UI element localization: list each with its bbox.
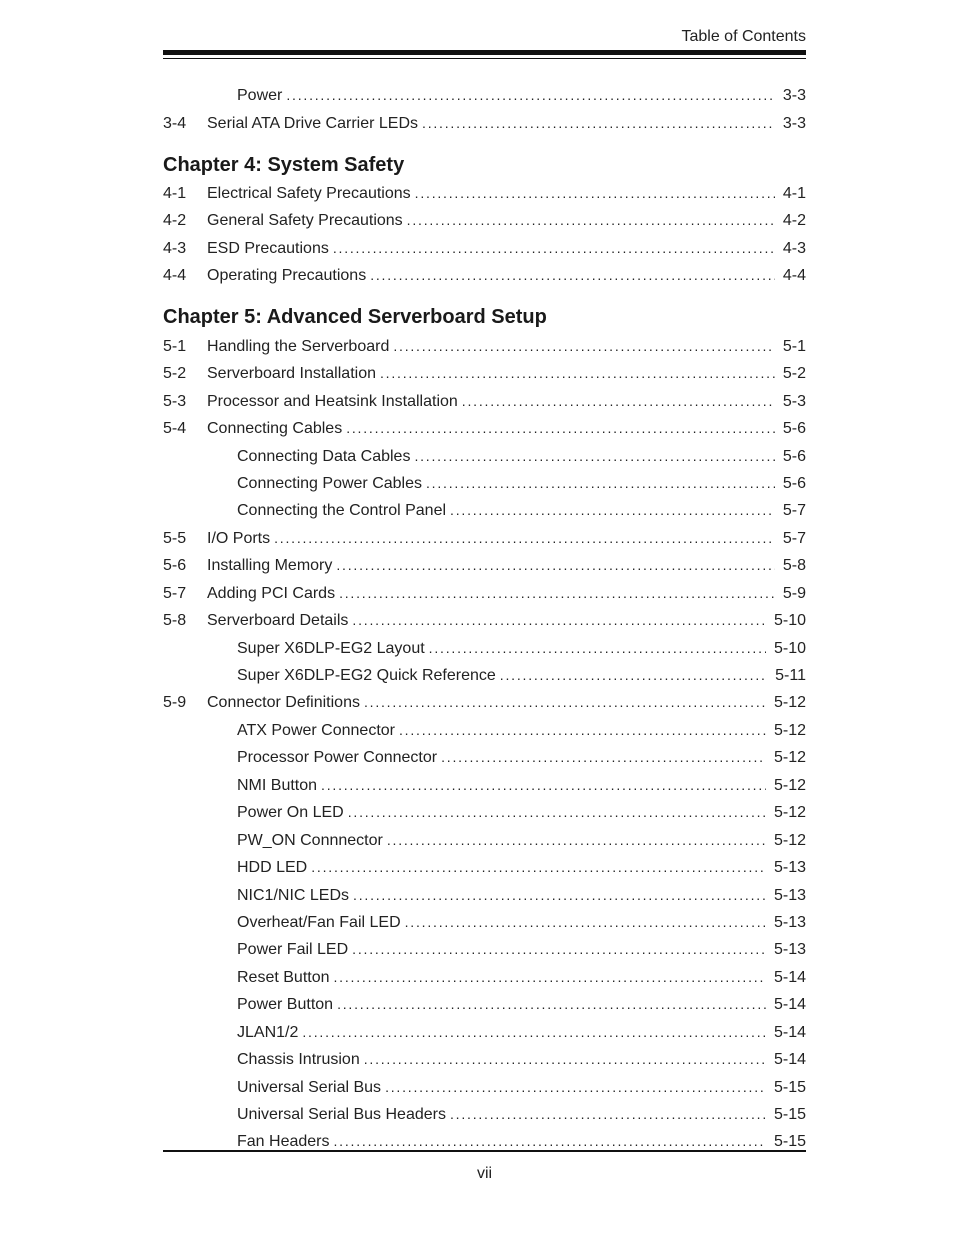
toc-entry-title: JLAN1/2 — [237, 1024, 299, 1041]
dot-leader — [333, 237, 775, 259]
toc-entry-number: 5-9 — [163, 694, 187, 711]
dot-leader — [422, 112, 775, 134]
toc-entry-page: 5-1 — [782, 338, 806, 355]
toc-entry-fan-headers[interactable] — [163, 1130, 806, 1152]
toc-entry-title: Processor Power Connector — [237, 749, 438, 766]
toc-entry-number: 3-4 — [163, 115, 187, 132]
toc-entry-page: 5-15 — [773, 1106, 806, 1123]
toc-entry-number: 5-8 — [163, 612, 187, 629]
dot-leader — [334, 1130, 766, 1152]
dot-leader — [450, 1103, 766, 1125]
chapter-heading: Chapter 4: System Safety — [163, 154, 405, 176]
dot-leader — [393, 335, 775, 357]
toc-entry-number: 5-2 — [163, 365, 187, 382]
toc-entry-power-button[interactable] — [163, 993, 806, 1015]
toc-entry-universal-serial-bus[interactable] — [163, 1076, 806, 1098]
toc-entry-title: ATX Power Connector — [237, 722, 395, 739]
toc-entry-connecting-cables[interactable] — [163, 417, 806, 439]
toc-entry-page: 5-11 — [775, 667, 806, 684]
toc-entry-processor-and-heatsink-installation[interactable] — [163, 390, 806, 412]
toc-entry-power[interactable] — [163, 84, 806, 106]
toc-entry-page: 5-14 — [773, 1024, 806, 1041]
toc-entry-page: 5-12 — [773, 749, 806, 766]
toc-entry-super-x6dlp-eg2-quick-reference[interactable] — [163, 664, 806, 686]
toc-entry-title: Universal Serial Bus Headers — [237, 1106, 446, 1123]
toc-entry-number: 4-4 — [163, 267, 187, 284]
toc-entry-page: 4-3 — [782, 240, 806, 257]
toc-entry-title: Power — [237, 87, 283, 104]
toc-entry-page: 5-14 — [773, 996, 806, 1013]
dot-leader — [370, 264, 775, 286]
toc-entry-i-o-ports[interactable] — [163, 527, 806, 549]
toc-entry-title: Connecting the Control Panel — [237, 502, 447, 519]
toc-entry-title: Serial ATA Drive Carrier LEDs — [207, 115, 419, 132]
toc-entry-title: Electrical Safety Precautions — [207, 185, 411, 202]
toc-entry-title: Operating Precautions — [207, 267, 367, 284]
toc-entry-page: 5-13 — [773, 941, 806, 958]
toc-entry-title: Installing Memory — [207, 557, 333, 574]
toc-entry-page: 5-6 — [782, 448, 806, 465]
toc-entry-page: 5-13 — [773, 914, 806, 931]
toc-entry-number: 5-4 — [163, 420, 187, 437]
toc-entry-serverboard-details[interactable] — [163, 609, 806, 631]
dot-leader — [387, 829, 766, 851]
toc-entry-electrical-safety-precautions[interactable] — [163, 182, 806, 204]
dot-leader — [336, 554, 775, 576]
toc-entry-title: Fan Headers — [237, 1133, 330, 1150]
toc-entry-page: 4-4 — [782, 267, 806, 284]
dot-leader — [274, 527, 775, 549]
dot-leader — [311, 856, 766, 878]
toc-entry-page: 4-2 — [782, 212, 806, 229]
dot-leader — [334, 966, 766, 988]
footer-rule — [163, 1150, 806, 1152]
toc-entry-page: 5-15 — [773, 1079, 806, 1096]
toc-entry-page: 5-12 — [773, 832, 806, 849]
toc-entry-title: Processor and Heatsink Installation — [207, 393, 458, 410]
toc-entry-handling-the-serverboard[interactable] — [163, 335, 806, 357]
toc-entry-nic1-nic-leds[interactable] — [163, 884, 806, 906]
toc-entry-number: 5-6 — [163, 557, 187, 574]
toc-entry-page: 5-6 — [782, 475, 806, 492]
toc-entry-hdd-led[interactable] — [163, 856, 806, 878]
toc-entry-jlan1-2[interactable] — [163, 1021, 806, 1043]
toc-entry-page: 5-13 — [773, 887, 806, 904]
toc-entry-power-on-led[interactable] — [163, 801, 806, 823]
toc-entry-title: I/O Ports — [207, 530, 271, 547]
toc-entry-chassis-intrusion[interactable] — [163, 1048, 806, 1070]
dot-leader — [346, 417, 775, 439]
toc-entry-title: Super X6DLP-EG2 Layout — [237, 640, 425, 657]
dot-leader — [337, 993, 766, 1015]
toc-entry-page: 3-3 — [782, 87, 806, 104]
toc-entry-nmi-button[interactable] — [163, 774, 806, 796]
toc-entry-page: 5-13 — [773, 859, 806, 876]
toc-entry-page: 5-8 — [782, 557, 806, 574]
toc-entry-overheat-fan-fail-led[interactable] — [163, 911, 806, 933]
toc-entry-number: 5-7 — [163, 585, 187, 602]
toc-entry-serial-ata-drive-carrier-leds[interactable] — [163, 112, 806, 134]
toc-entry-page: 3-3 — [782, 115, 806, 132]
toc-entry-connecting-data-cables[interactable] — [163, 445, 806, 467]
dot-leader — [352, 938, 766, 960]
dot-leader — [429, 637, 766, 659]
dot-leader — [385, 1076, 766, 1098]
toc-entry-number: 5-1 — [163, 338, 187, 355]
toc-entry-title: Reset Button — [237, 969, 330, 986]
toc-entry-serverboard-installation[interactable] — [163, 362, 806, 384]
dot-leader — [405, 911, 766, 933]
toc-entry-esd-precautions[interactable] — [163, 237, 806, 259]
dot-leader — [339, 582, 775, 604]
toc-entry-page: 5-7 — [782, 502, 806, 519]
toc-entry-number: 5-3 — [163, 393, 187, 410]
toc-entry-connector-definitions[interactable] — [163, 691, 806, 713]
dot-leader — [348, 801, 766, 823]
toc-entry-title: Serverboard Details — [207, 612, 349, 629]
toc-entry-number: 5-5 — [163, 530, 187, 547]
toc-entry-title: NIC1/NIC LEDs — [237, 887, 350, 904]
dot-leader — [441, 746, 766, 768]
toc-entry-page: 5-14 — [773, 969, 806, 986]
dot-leader — [364, 691, 766, 713]
toc-entry-atx-power-connector[interactable] — [163, 719, 806, 741]
toc-entry-title: Power Button — [237, 996, 334, 1013]
toc-entry-title: Power Fail LED — [237, 941, 349, 958]
toc-entry-page: 5-12 — [773, 777, 806, 794]
toc-entry-page: 5-15 — [773, 1133, 806, 1150]
toc-entry-title: Chassis Intrusion — [237, 1051, 360, 1068]
toc-entry-title: HDD LED — [237, 859, 308, 876]
toc-entry-power-fail-led[interactable] — [163, 938, 806, 960]
toc-entry-title: Serverboard Installation — [207, 365, 376, 382]
dot-leader — [321, 774, 766, 796]
toc-entry-page: 5-2 — [782, 365, 806, 382]
toc-entry-title: Connecting Data Cables — [237, 448, 411, 465]
dot-leader — [352, 609, 766, 631]
header-rule-thin — [163, 58, 806, 59]
toc-entry-installing-memory[interactable] — [163, 554, 806, 576]
dot-leader — [364, 1048, 766, 1070]
toc-entry-number: 4-3 — [163, 240, 187, 257]
header-rule-thick — [163, 50, 806, 55]
dot-leader — [450, 499, 775, 521]
toc-entry-universal-serial-bus-headers[interactable] — [163, 1103, 806, 1125]
toc-entry-page: 5-12 — [773, 722, 806, 739]
toc-entry-page: 5-10 — [773, 612, 806, 629]
toc-entry-processor-power-connector[interactable] — [163, 746, 806, 768]
toc-entry-title: Handling the Serverboard — [207, 338, 390, 355]
toc-entry-title: Connector Definitions — [207, 694, 360, 711]
toc-entry-title: Adding PCI Cards — [207, 585, 336, 602]
dot-leader — [407, 209, 775, 231]
toc-entry-title: NMI Button — [237, 777, 318, 794]
toc-entry-page: 5-12 — [773, 694, 806, 711]
toc-entry-title: Power On LED — [237, 804, 344, 821]
dot-leader — [414, 445, 774, 467]
dot-leader — [399, 719, 766, 741]
toc-entry-connecting-power-cables[interactable] — [163, 472, 806, 494]
toc-entry-title: Overheat/Fan Fail LED — [237, 914, 401, 931]
toc-entry-page: 5-3 — [782, 393, 806, 410]
toc-entry-page: 5-10 — [773, 640, 806, 657]
toc-entry-title: Super X6DLP-EG2 Quick Reference — [237, 667, 496, 684]
toc-entry-title: General Safety Precautions — [207, 212, 403, 229]
toc-entry-title: Connecting Power Cables — [237, 475, 422, 492]
dot-leader — [462, 390, 775, 412]
dot-leader — [286, 84, 775, 106]
toc-entry-title: Connecting Cables — [207, 420, 343, 437]
toc-entry-super-x6dlp-eg2-layout[interactable] — [163, 637, 806, 659]
toc-entry-page: 5-9 — [782, 585, 806, 602]
toc-entry-general-safety-precautions[interactable] — [163, 209, 806, 231]
toc-entry-title: ESD Precautions — [207, 240, 329, 257]
dot-leader — [380, 362, 775, 384]
page-number: vii — [476, 1165, 493, 1182]
dot-leader — [426, 472, 775, 494]
toc-entry-title: PW_ON Connnector — [237, 832, 383, 849]
toc-entry-page: 4-1 — [782, 185, 806, 202]
toc-entry-operating-precautions[interactable] — [163, 264, 806, 286]
toc-entry-page: 5-7 — [782, 530, 806, 547]
toc-entry-connecting-the-control-panel[interactable] — [163, 499, 806, 521]
toc-entry-number: 4-2 — [163, 212, 187, 229]
toc-entry-page: 5-6 — [782, 420, 806, 437]
toc-entry-page: 5-12 — [773, 804, 806, 821]
dot-leader — [302, 1021, 766, 1043]
dot-leader — [353, 884, 766, 906]
dot-leader — [500, 664, 767, 686]
chapter-heading: Chapter 5: Advanced Serverboard Setup — [163, 306, 547, 328]
toc-entry-pw-on-connnector[interactable] — [163, 829, 806, 851]
toc-entry-reset-button[interactable] — [163, 966, 806, 988]
running-header: Table of Contents — [681, 28, 806, 45]
toc-entry-adding-pci-cards[interactable] — [163, 582, 806, 604]
toc-entry-number: 4-1 — [163, 185, 187, 202]
toc-entry-page: 5-14 — [773, 1051, 806, 1068]
dot-leader — [415, 182, 775, 204]
toc-entry-title: Universal Serial Bus — [237, 1079, 382, 1096]
